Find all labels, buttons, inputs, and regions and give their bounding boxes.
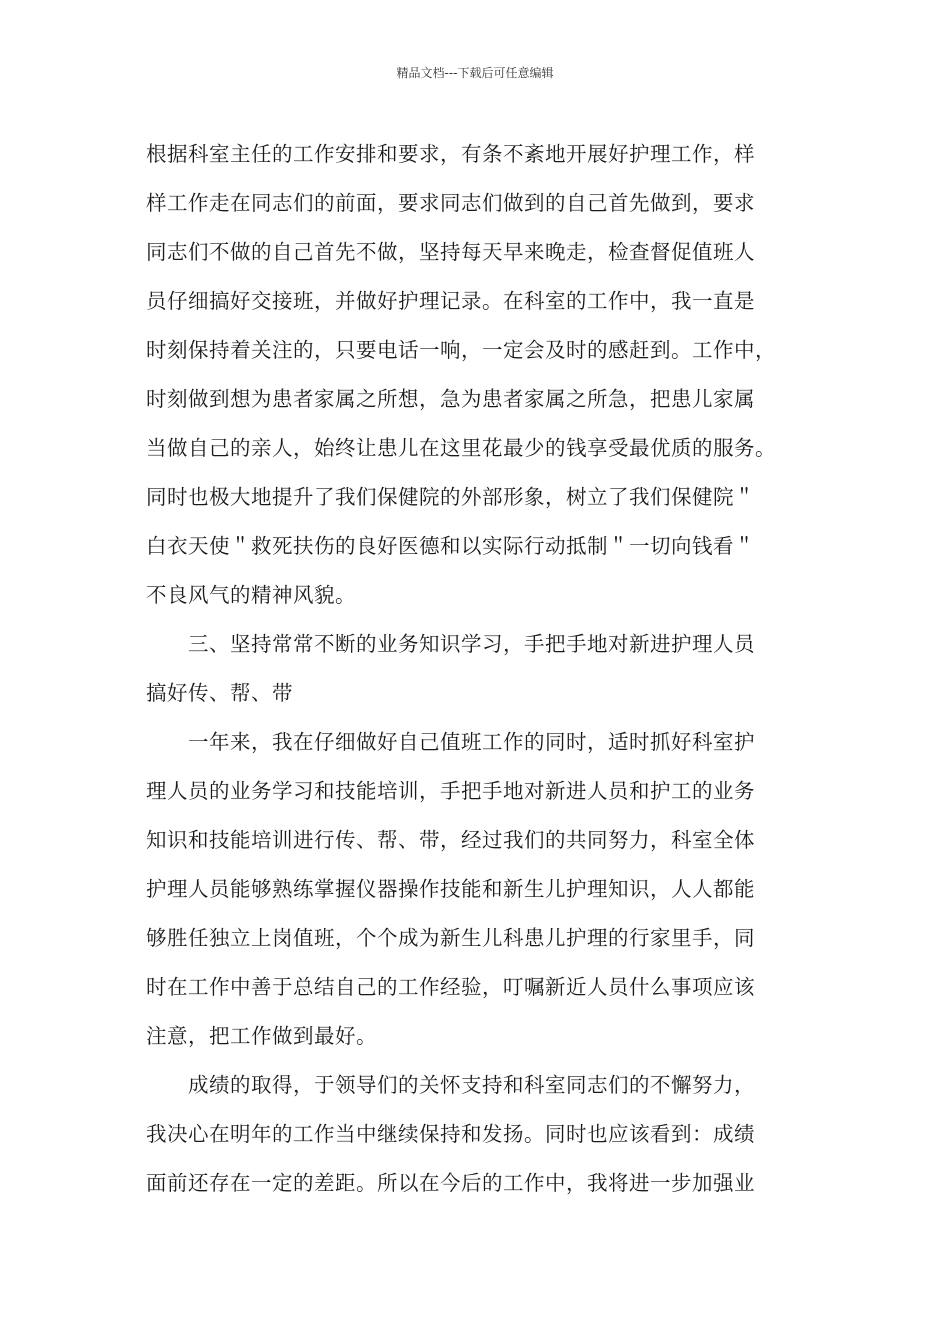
text-line: 不良风气的精神风貌。 xyxy=(146,583,356,607)
text-line: 白衣天使＂救死扶伤的良好医德和以实际行动抵制＂一切向钱看＂ xyxy=(146,534,755,558)
text-line: 根据科室主任的工作安排和要求，有条不紊地开展好护理工作，样 xyxy=(146,142,755,166)
document-body xyxy=(146,130,818,1208)
text-line: 成绩的取得，于领导们的关怀支持和科室同志们的不懈努力， xyxy=(188,1073,755,1097)
section-heading-line: 三、坚持常常不断的业务知识学习，手把手地对新进护理人员 xyxy=(188,632,755,656)
text-line: 员仔细搞好交接班，并做好护理记录。在科室的工作中，我一直是 xyxy=(146,289,755,313)
text-line: 同志们不做的自己首先不做，坚持每天早来晚走，检查督促值班人 xyxy=(146,240,755,264)
text-line: 我决心在明年的工作当中继续保持和发扬。同时也应该看到：成绩 xyxy=(146,1122,755,1146)
text-line: 护理人员能够熟练掌握仪器操作技能和新生儿护理知识，人人都能 xyxy=(146,877,755,901)
section-heading-line: 搞好传、帮、带 xyxy=(146,681,293,705)
text-line: 一年来，我在仔细做好自己值班工作的同时，适时抓好科室护 xyxy=(188,730,755,754)
text-line: 样工作走在同志们的前面，要求同志们做到的自己首先做到，要求 xyxy=(146,191,755,215)
text-line: 面前还存在一定的差距。所以在今后的工作中，我将进一步加强业 xyxy=(146,1171,755,1195)
text-line: 同时也极大地提升了我们保健院的外部形象，树立了我们保健院＂ xyxy=(146,485,755,509)
text-line: 时刻保持着关注的，只要电话一响，一定会及时的感赶到。工作中， xyxy=(146,338,776,362)
text-line: 注意，把工作做到最好。 xyxy=(146,1024,377,1048)
text-line: 理人员的业务学习和技能培训，手把手地对新进人员和护工的业务 xyxy=(146,779,755,803)
text-line: 时在工作中善于总结自己的工作经验，叮嘱新近人员什么事项应该 xyxy=(146,975,755,999)
text-line: 时刻做到想为患者家属之所想，急为患者家属之所急，把患儿家属 xyxy=(146,387,755,411)
text-line: 当做自己的亲人，始终让患儿在这里花最少的钱享受最优质的服务。 xyxy=(146,436,776,460)
page-header: 精品文档---下载后可任意编辑 xyxy=(396,66,554,80)
text-line: 知识和技能培训进行传、帮、带，经过我们的共同努力，科室全体 xyxy=(146,828,755,852)
text-line: 够胜任独立上岗值班，个个成为新生儿科患儿护理的行家里手，同 xyxy=(146,926,755,950)
